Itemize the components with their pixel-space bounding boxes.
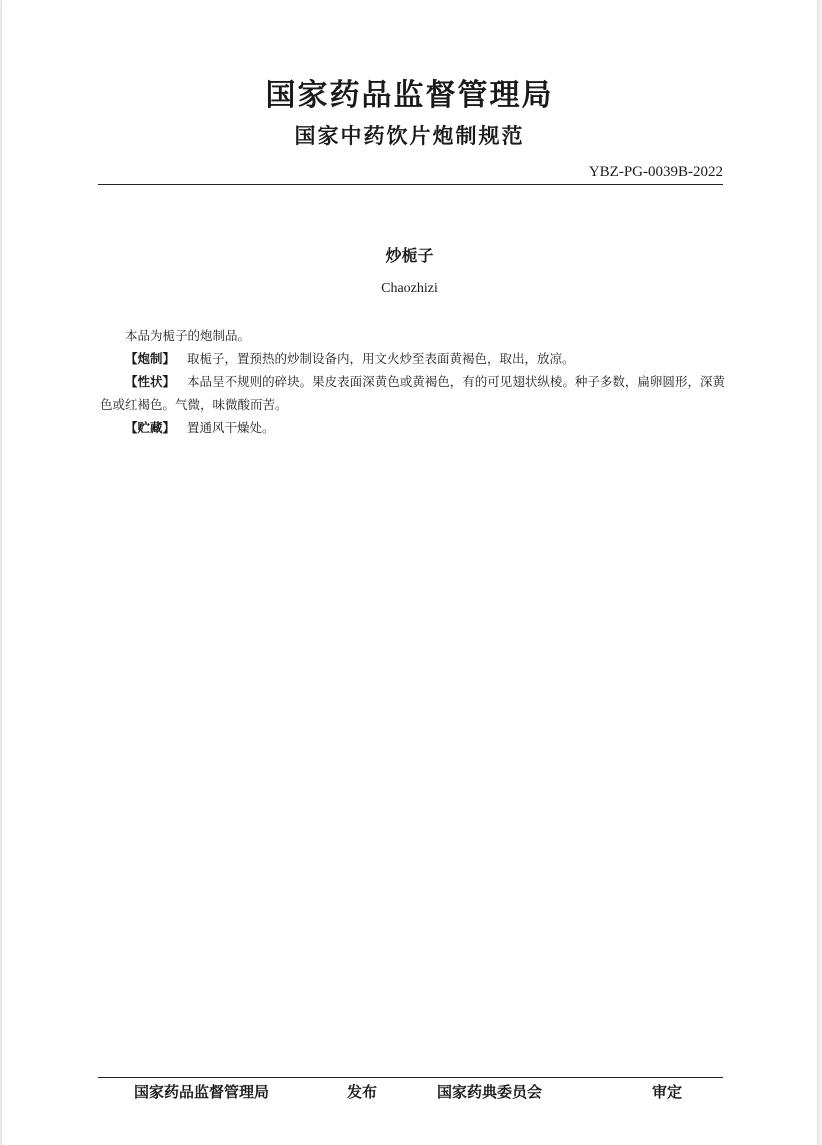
processing-text: 取栀子，置预热的炒制设备内，用文火炒至表面黄褐色，取出，放凉。 (187, 351, 575, 366)
storage-label: 【贮藏】 (125, 420, 176, 435)
intro-text: 本品为栀子的炮制品。 (125, 328, 251, 343)
properties-label: 【性状】 (125, 374, 176, 389)
item-title: 炒栀子 (385, 246, 434, 265)
properties-text: 本品呈不规则的碎块。果皮表面深黄色或黄褐色，有的可见翅状纵棱。种子多数，扁卵圆形，深黄色或红褐色。气微，味微酸而苦。 (100, 374, 725, 412)
specification-title: 国家中药饮片炮制规范 (294, 124, 525, 148)
header-divider (98, 184, 723, 185)
properties-paragraph (100, 370, 725, 416)
storage-text: 置通风干燥处。 (187, 420, 275, 435)
footer-publish-label: 发布 (347, 1083, 378, 1101)
intro-paragraph (100, 324, 725, 347)
item-pinyin: Chaozhizi (381, 281, 438, 296)
footer-approve-label: 审定 (652, 1083, 683, 1101)
processing-paragraph (100, 347, 725, 370)
footer-publisher: 国家药品监督管理局 (134, 1083, 270, 1101)
footer (2, 1081, 817, 1103)
processing-label: 【炮制】 (125, 351, 176, 366)
storage-paragraph (100, 416, 725, 439)
footer-approver: 国家药典委员会 (437, 1083, 543, 1101)
footer-divider (98, 1077, 723, 1078)
issuer-title: 国家药品监督管理局 (265, 78, 554, 113)
document-code: YBZ-PG-0039B-2022 (588, 164, 723, 180)
document-page (2, 0, 817, 1145)
document-body (100, 324, 725, 439)
